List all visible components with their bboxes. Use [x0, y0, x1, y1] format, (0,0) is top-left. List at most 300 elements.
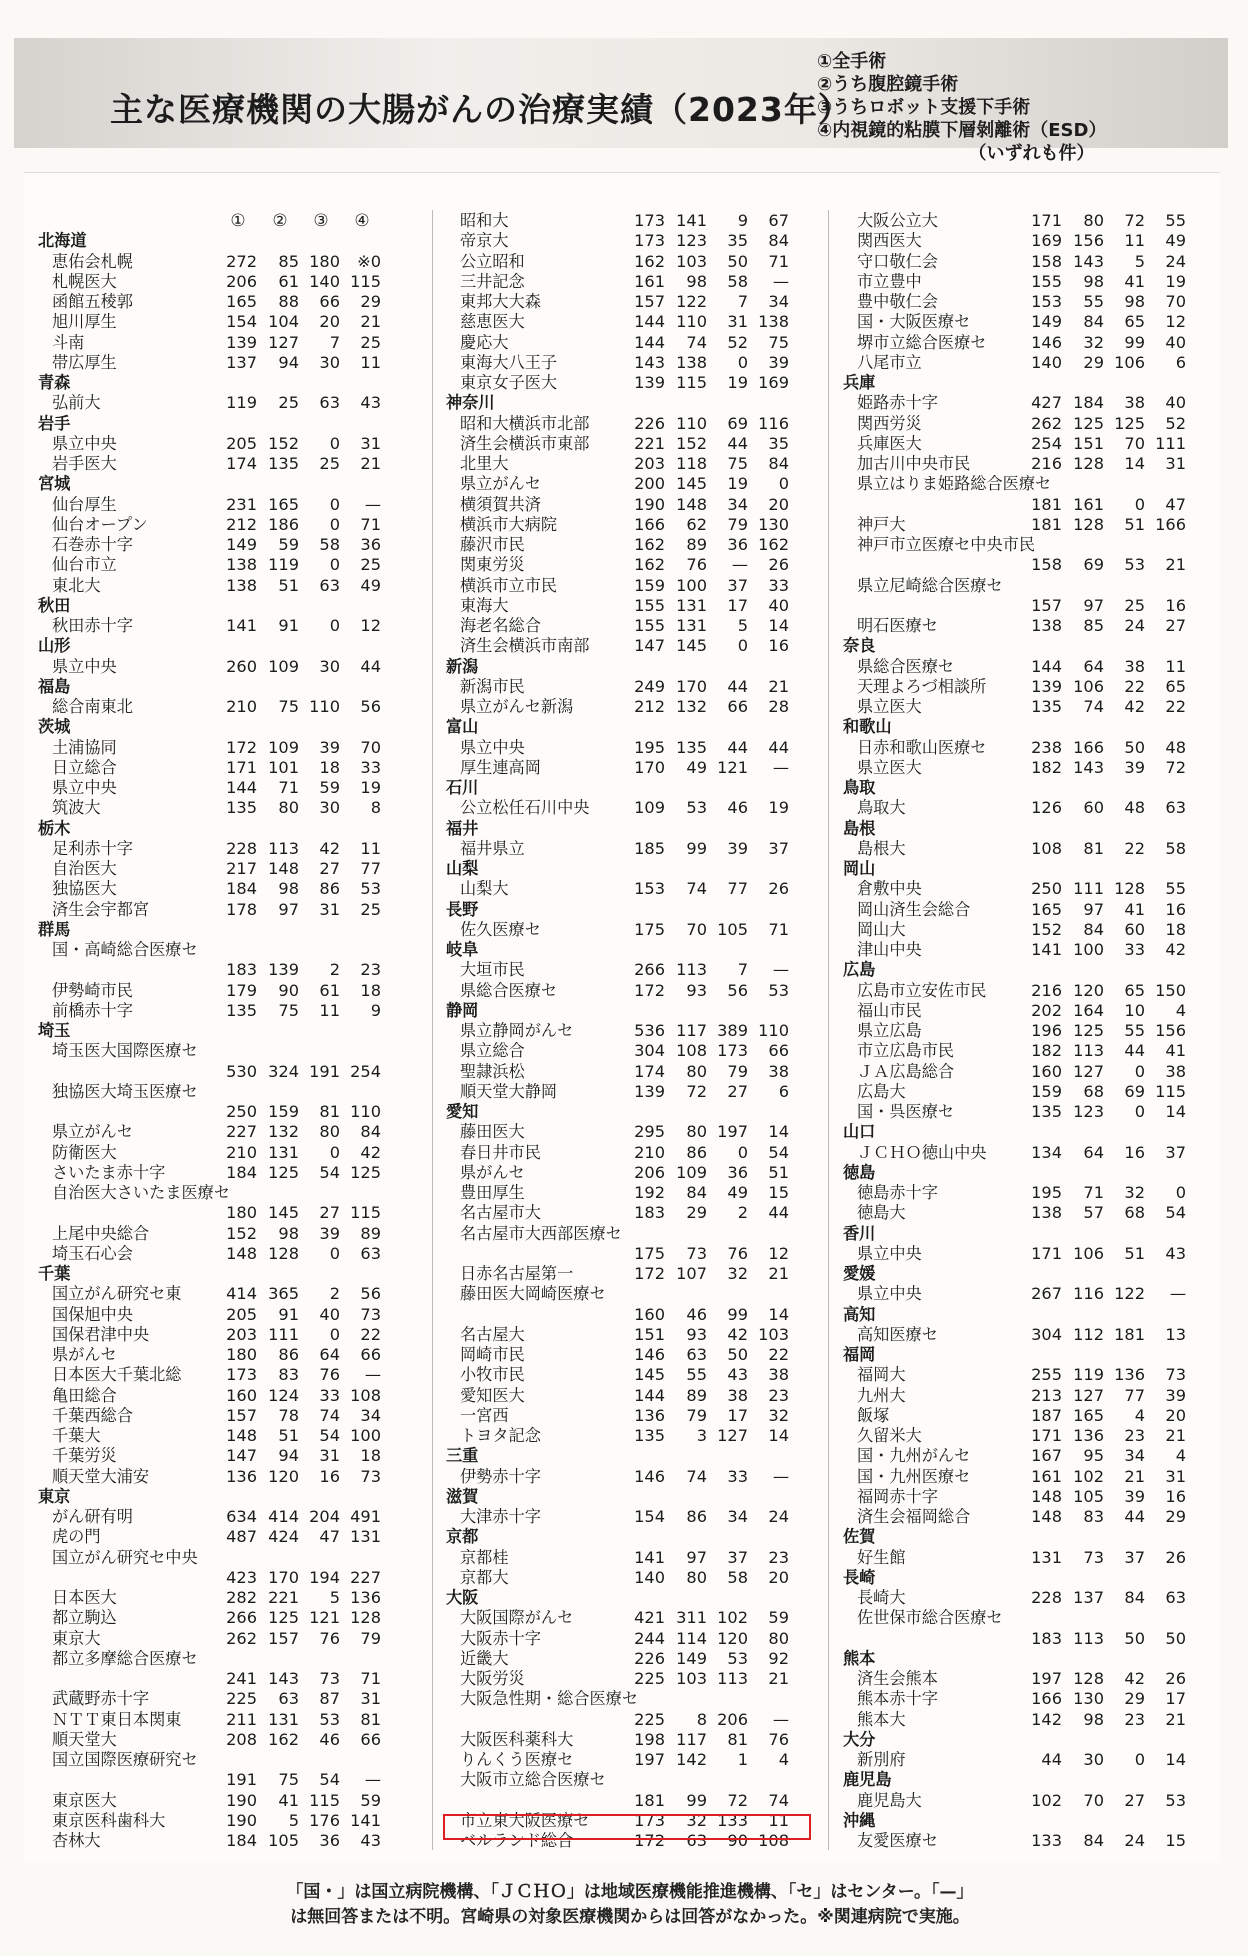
- prefecture-name: 高知: [843, 1304, 876, 1324]
- hospital-name: 慶応大: [460, 332, 509, 352]
- value-col-4: —: [772, 757, 789, 777]
- hospital-name: 済生会福岡総合: [857, 1507, 971, 1526]
- value-col-4: 12: [768, 1243, 789, 1263]
- value-col-3: 33: [727, 1466, 748, 1486]
- value-col-1: 160: [226, 1385, 257, 1405]
- hospital-row: [843, 252, 1198, 272]
- prefecture-heading: [446, 778, 801, 798]
- hospital-name: 国保旭中央: [52, 1304, 133, 1324]
- prefecture-name: 愛媛: [843, 1264, 876, 1283]
- hospital-values-row: [38, 960, 393, 980]
- value-col-4: 31: [360, 433, 381, 453]
- legend-item-3: ③うちロボット支援下手術: [817, 97, 1031, 118]
- value-col-1: 216: [1031, 454, 1062, 473]
- value-col-4: 53: [768, 980, 789, 1000]
- value-col-1: 421: [634, 1608, 665, 1628]
- value-col-4: 52: [1165, 413, 1186, 433]
- value-col-3: 70: [1124, 433, 1145, 453]
- value-col-4: 14: [1165, 1750, 1186, 1769]
- value-col-1: 160: [634, 1304, 665, 1324]
- value-col-2: 98: [1083, 271, 1104, 291]
- value-col-2: 95: [1083, 1446, 1104, 1466]
- value-col-2: 25: [278, 393, 299, 413]
- value-col-4: 65: [1165, 676, 1186, 696]
- value-col-3: 24: [1124, 616, 1145, 635]
- hospital-row: [38, 1811, 393, 1831]
- value-col-4: 491: [350, 1507, 381, 1526]
- value-col-1: 162: [634, 535, 665, 554]
- value-col-4: 11: [360, 352, 381, 372]
- value-col-4: 21: [768, 676, 789, 696]
- value-col-1: 159: [634, 575, 665, 595]
- value-col-2: 94: [278, 1446, 299, 1466]
- hospital-name: 新潟市民: [460, 676, 525, 696]
- value-col-3: 69: [727, 413, 748, 433]
- hospital-name: 国立国際医療研究セ: [52, 1750, 198, 1769]
- value-col-1: 487: [226, 1527, 257, 1547]
- value-col-2: 71: [278, 778, 299, 797]
- value-col-2: 79: [686, 1405, 707, 1425]
- value-col-3: 58: [727, 1567, 748, 1587]
- prefecture-name: 大分: [843, 1729, 876, 1749]
- value-col-2: 135: [676, 737, 707, 757]
- value-col-3: 25: [1124, 595, 1145, 615]
- value-col-1: 210: [226, 1142, 257, 1162]
- value-col-4: 80: [768, 1628, 789, 1648]
- hospital-row: [38, 1527, 393, 1547]
- value-col-1: 260: [226, 656, 257, 676]
- value-col-2: 116: [1073, 1284, 1104, 1304]
- value-col-2: 86: [278, 1345, 299, 1364]
- hospital-row: [843, 1183, 1198, 1203]
- hospital-row: [38, 1386, 393, 1406]
- value-col-4: 51: [768, 1162, 789, 1182]
- hospital-row: [843, 1689, 1198, 1709]
- value-col-3: 9: [737, 211, 748, 230]
- value-col-3: 59: [319, 778, 340, 797]
- header-col-3: ③: [313, 211, 329, 231]
- value-col-4: 38: [768, 1061, 789, 1081]
- value-col-2: 71: [1083, 1183, 1104, 1202]
- hospital-name: 名古屋市大: [460, 1203, 541, 1223]
- value-col-3: 23: [1124, 1709, 1145, 1729]
- value-col-2: 110: [676, 413, 707, 433]
- header-row: [38, 211, 393, 231]
- value-col-3: 180: [309, 251, 340, 271]
- value-col-2: 100: [676, 575, 707, 595]
- value-col-1: 414: [226, 1284, 257, 1304]
- hospital-name: 上尾中央総合: [52, 1223, 150, 1243]
- hospital-name: 鳥取大: [857, 798, 906, 818]
- hospital-name: 日本医大: [52, 1588, 117, 1607]
- value-col-3: 66: [727, 697, 748, 716]
- value-col-2: 120: [1073, 980, 1104, 1000]
- hospital-row: [446, 1203, 801, 1223]
- value-col-1: 250: [1031, 879, 1062, 899]
- value-col-2: 59: [278, 535, 299, 554]
- hospital-name: 都立多摩総合医療セ: [52, 1648, 198, 1668]
- hospital-name: 佐久医療セ: [460, 919, 541, 939]
- hospital-row: [843, 1446, 1198, 1466]
- hospital-name: 国・九州医療セ: [857, 1466, 971, 1486]
- value-col-4: 21: [360, 454, 381, 473]
- value-col-2: 145: [676, 474, 707, 494]
- value-col-3: 24: [1124, 1831, 1145, 1850]
- hospital-row: [446, 252, 801, 272]
- value-col-3: 34: [727, 1507, 748, 1526]
- value-col-2: 145: [268, 1203, 299, 1223]
- hospital-row: [843, 1608, 1198, 1628]
- value-col-4: 54: [768, 1142, 789, 1162]
- hospital-row: [843, 1406, 1198, 1426]
- prefecture-heading: [843, 859, 1198, 879]
- value-col-1: 225: [634, 1669, 665, 1688]
- value-col-3: 25: [319, 454, 340, 473]
- value-col-4: 103: [758, 1324, 789, 1344]
- prefecture-name: 鳥取: [843, 778, 876, 797]
- value-col-1: 137: [226, 352, 257, 372]
- value-col-3: 42: [1124, 1669, 1145, 1688]
- value-col-3: 16: [1124, 1142, 1145, 1162]
- hospital-name: 大阪国際がんセ: [460, 1608, 574, 1628]
- hospital-name: 県立広島: [857, 1021, 922, 1040]
- hospital-name: 東海大: [460, 595, 509, 615]
- hospital-row: [843, 535, 1198, 555]
- hospital-name: 帯広厚生: [52, 352, 117, 372]
- prefecture-name: 宮城: [38, 474, 71, 494]
- value-col-2: 84: [1083, 1831, 1104, 1850]
- hospital-row: [38, 1365, 393, 1385]
- hospital-row: [446, 981, 801, 1001]
- value-col-4: 19: [768, 798, 789, 818]
- value-col-3: 16: [319, 1466, 340, 1486]
- hospital-name: 総合南東北: [52, 697, 133, 716]
- value-col-2: 89: [686, 535, 707, 554]
- value-col-1: 183: [634, 1203, 665, 1223]
- hospital-row: [446, 636, 801, 656]
- hospital-name: 岩手医大: [52, 454, 117, 473]
- value-col-2: 128: [1073, 1669, 1104, 1688]
- value-col-2: 137: [1073, 1588, 1104, 1607]
- hospital-name: 帝京大: [460, 231, 509, 251]
- value-col-4: 11: [360, 838, 381, 858]
- value-col-3: 1: [737, 1750, 748, 1769]
- value-col-4: 58: [1165, 838, 1186, 858]
- value-col-4: 227: [350, 1567, 381, 1587]
- value-col-2: 109: [268, 737, 299, 757]
- hospital-name: 佐世保市総合医療セ: [857, 1608, 1003, 1628]
- value-col-1: 206: [226, 271, 257, 291]
- value-col-2: 101: [268, 757, 299, 777]
- value-col-1: 173: [634, 211, 665, 230]
- prefecture-name: 熊本: [843, 1648, 876, 1668]
- prefecture-name: 岐阜: [446, 940, 479, 959]
- value-col-4: 38: [768, 1365, 789, 1385]
- value-col-4: 6: [778, 1081, 789, 1101]
- value-col-3: 54: [319, 1426, 340, 1445]
- value-col-1: 172: [634, 1831, 665, 1850]
- prefecture-name: 三重: [446, 1446, 479, 1466]
- hospital-name: 大垣市民: [460, 960, 525, 980]
- prefecture-name: 長野: [446, 899, 479, 919]
- hospital-name: 豊中敬仁会: [857, 292, 938, 311]
- hospital-name: 県立がんセ: [52, 1122, 133, 1142]
- value-col-3: 36: [727, 535, 748, 554]
- hospital-row: [843, 1041, 1198, 1061]
- value-col-2: 103: [676, 1669, 707, 1688]
- value-col-1: 267: [1031, 1284, 1062, 1304]
- value-col-4: 169: [758, 373, 789, 392]
- hospital-name: 広島大: [857, 1081, 906, 1101]
- value-col-4: 21: [768, 1669, 789, 1688]
- value-col-3: 128: [1114, 879, 1145, 899]
- hospital-row: [38, 1467, 393, 1487]
- hospital-row: [38, 1750, 393, 1770]
- hospital-name: 土浦協同: [52, 737, 117, 757]
- hospital-row: [446, 1730, 801, 1750]
- value-col-4: 136: [350, 1588, 381, 1607]
- hospital-name: 日赤名古屋第一: [460, 1264, 574, 1283]
- hospital-row: [843, 434, 1198, 454]
- hospital-row: [843, 657, 1198, 677]
- prefecture-heading: [843, 778, 1198, 798]
- hospital-row: [446, 596, 801, 616]
- hospital-name: 堺市立総合医療セ: [857, 332, 987, 352]
- hospital-row: [446, 1345, 801, 1365]
- legend-item-2: ②うち腹腔鏡手術: [817, 74, 959, 95]
- value-col-1: 228: [226, 838, 257, 858]
- value-col-2: 74: [1083, 697, 1104, 716]
- value-col-4: 141: [350, 1810, 381, 1830]
- hospital-name: 国・大阪医療セ: [857, 312, 971, 332]
- hospital-row: [38, 1082, 393, 1102]
- value-col-1: 157: [226, 1405, 257, 1425]
- hospital-name: 北里大: [460, 454, 509, 473]
- hospital-row: [843, 697, 1198, 717]
- value-col-2: 107: [676, 1264, 707, 1283]
- value-col-1: 155: [1031, 271, 1062, 291]
- value-col-1: 255: [1031, 1365, 1062, 1385]
- value-col-1: 178: [226, 899, 257, 919]
- value-col-2: 84: [686, 1183, 707, 1202]
- prefecture-name: 佐賀: [843, 1527, 876, 1547]
- value-col-3: 4: [1134, 1405, 1145, 1425]
- hospital-row: [843, 414, 1198, 434]
- hospital-name: 日赤和歌山医療セ: [857, 737, 987, 757]
- hospital-row: [843, 1062, 1198, 1082]
- value-col-1: 157: [1031, 595, 1062, 615]
- value-col-4: 125: [350, 1162, 381, 1182]
- value-col-1: 254: [1031, 433, 1062, 453]
- value-col-2: 32: [686, 1810, 707, 1830]
- hospital-row: [446, 353, 801, 373]
- value-col-2: 164: [1073, 1000, 1104, 1020]
- value-col-3: 76: [319, 1365, 340, 1385]
- value-col-3: 39: [319, 737, 340, 757]
- hospital-name: 聖隷浜松: [460, 1061, 525, 1081]
- value-col-3: 53: [1124, 555, 1145, 575]
- hospital-row: [843, 353, 1198, 373]
- value-col-1: 212: [226, 514, 257, 534]
- value-col-1: 228: [1031, 1588, 1062, 1607]
- value-col-3: 33: [1124, 940, 1145, 959]
- value-col-3: 81: [319, 1102, 340, 1121]
- hospital-row: [843, 900, 1198, 920]
- hospital-name: 県立中央: [52, 778, 117, 797]
- hospital-row: [38, 1122, 393, 1142]
- value-col-2: 104: [268, 312, 299, 332]
- value-col-4: 108: [350, 1385, 381, 1405]
- prefecture-name: 島根: [843, 818, 876, 838]
- hospital-name: 県立尼崎総合医療セ: [857, 575, 1003, 595]
- value-col-2: 124: [268, 1385, 299, 1405]
- value-col-2: 74: [686, 332, 707, 352]
- value-col-3: 140: [309, 271, 340, 291]
- value-col-2: 32: [1083, 332, 1104, 352]
- hospital-name: 市立東大阪医療セ: [460, 1810, 590, 1830]
- value-col-3: 121: [309, 1608, 340, 1628]
- value-col-4: 110: [350, 1102, 381, 1121]
- hospital-name: 愛知医大: [460, 1385, 525, 1405]
- value-col-1: 147: [634, 636, 665, 656]
- value-col-1: 141: [226, 616, 257, 635]
- value-col-2: 29: [686, 1203, 707, 1223]
- value-col-4: 18: [360, 1446, 381, 1466]
- value-col-2: 145: [676, 636, 707, 656]
- value-col-2: 97: [1083, 899, 1104, 919]
- value-col-2: 221: [268, 1588, 299, 1607]
- value-col-3: 20: [319, 312, 340, 332]
- value-col-1: 304: [1031, 1324, 1062, 1344]
- value-col-3: 49: [727, 1183, 748, 1202]
- value-col-3: 81: [727, 1729, 748, 1749]
- value-col-4: 22: [360, 1324, 381, 1344]
- hospital-row: [38, 697, 393, 717]
- footnote-line-2: は無回答または不明。宮崎県の対象医療機関からは回答がなかった。※関連病院で実施。: [290, 1907, 970, 1927]
- hospital-row: [843, 920, 1198, 940]
- hospital-name: 神戸大: [857, 514, 906, 534]
- hospital-name: 日本医大千葉北総: [52, 1365, 182, 1385]
- value-col-2: 109: [268, 656, 299, 676]
- hospital-row: [843, 1386, 1198, 1406]
- hospital-name: 広島市立安佐市民: [857, 980, 987, 1000]
- value-col-1: 192: [634, 1183, 665, 1202]
- value-col-4: 39: [1165, 1385, 1186, 1405]
- value-col-1: 197: [1031, 1669, 1062, 1688]
- hospital-name: 神戸市立医療セ中央市民: [857, 535, 1036, 554]
- value-col-1: 140: [634, 1567, 665, 1587]
- value-col-4: 72: [1165, 757, 1186, 777]
- hospital-row: [446, 1386, 801, 1406]
- hospital-name: 飯塚: [857, 1405, 890, 1425]
- hospital-row: [446, 616, 801, 636]
- value-col-4: 43: [360, 1831, 381, 1850]
- hospital-row: [843, 981, 1198, 1001]
- value-col-3: 84: [1124, 1588, 1145, 1607]
- hospital-name: 岡山済生会総合: [857, 899, 971, 919]
- value-col-3: 39: [727, 838, 748, 858]
- hospital-name: 県立総合: [460, 1041, 525, 1061]
- value-col-3: 133: [717, 1810, 748, 1830]
- value-col-2: 72: [686, 1081, 707, 1101]
- value-col-3: 14: [1124, 454, 1145, 473]
- value-col-3: 48: [1124, 798, 1145, 818]
- hospital-name: 秋田赤十字: [52, 616, 133, 635]
- hospital-row: [843, 738, 1198, 758]
- prefecture-name: 兵庫: [843, 373, 876, 392]
- value-col-3: 194: [309, 1567, 340, 1587]
- value-col-2: 166: [1073, 737, 1104, 757]
- prefecture-name: 滋賀: [446, 1486, 479, 1506]
- value-col-2: 91: [278, 1304, 299, 1324]
- value-col-3: 34: [1124, 1446, 1145, 1466]
- value-col-3: 51: [1124, 1243, 1145, 1263]
- legend: [817, 50, 1106, 165]
- value-col-2: 63: [686, 1345, 707, 1364]
- value-col-2: 80: [686, 1061, 707, 1081]
- prefecture-name: 群馬: [38, 919, 71, 939]
- hospital-name: 三井記念: [460, 271, 525, 291]
- hospital-name: 東北大: [52, 575, 101, 595]
- value-col-4: 66: [360, 1345, 381, 1364]
- value-col-1: 167: [1031, 1446, 1062, 1466]
- prefecture-name: 鹿児島: [843, 1770, 892, 1790]
- value-col-3: 41: [1124, 899, 1145, 919]
- legend-unit-note: （いずれも件）: [968, 143, 1095, 164]
- value-col-1: 158: [1031, 251, 1062, 271]
- hospital-name: 県立中央: [460, 737, 525, 757]
- value-col-2: 119: [1073, 1365, 1104, 1385]
- value-col-2: 68: [1083, 1081, 1104, 1101]
- value-col-4: 138: [758, 312, 789, 332]
- value-col-2: 142: [676, 1750, 707, 1769]
- prefecture-name: 沖縄: [843, 1810, 876, 1830]
- hospital-name: 福岡赤十字: [857, 1486, 938, 1506]
- hospital-row: [446, 454, 801, 474]
- value-col-3: 53: [727, 1648, 748, 1668]
- hospital-name: 海老名総合: [460, 616, 541, 635]
- value-col-3: 0: [329, 555, 340, 575]
- hospital-name: 伊勢赤十字: [460, 1466, 541, 1486]
- value-col-4: 23: [768, 1547, 789, 1567]
- value-col-3: 105: [717, 919, 748, 939]
- value-col-2: 46: [686, 1304, 707, 1324]
- value-col-1: 136: [226, 1466, 257, 1486]
- value-col-3: 54: [319, 1770, 340, 1790]
- value-col-2: 127: [1073, 1385, 1104, 1405]
- hospital-row: [446, 1689, 801, 1709]
- value-col-3: 27: [1124, 1790, 1145, 1810]
- hospital-values-row: [446, 1244, 801, 1264]
- value-col-1: 262: [1031, 413, 1062, 433]
- value-col-2: 113: [1073, 1628, 1104, 1648]
- hospital-row: [843, 211, 1198, 231]
- value-col-4: 84: [768, 231, 789, 251]
- hospital-name: 国立がん研究セ東: [52, 1284, 182, 1304]
- hospital-row: [446, 555, 801, 575]
- hospital-row: [38, 252, 393, 272]
- value-col-3: 7: [737, 292, 748, 311]
- value-col-2: 76: [686, 555, 707, 575]
- value-col-2: 86: [686, 1142, 707, 1162]
- value-col-4: 28: [768, 697, 789, 716]
- value-col-4: 54: [1165, 1203, 1186, 1223]
- value-col-3: 69: [1124, 1081, 1145, 1101]
- value-col-1: 427: [1031, 393, 1062, 413]
- value-col-3: 99: [727, 1304, 748, 1324]
- value-col-4: 16: [1165, 595, 1186, 615]
- table-column-2: [446, 211, 801, 1851]
